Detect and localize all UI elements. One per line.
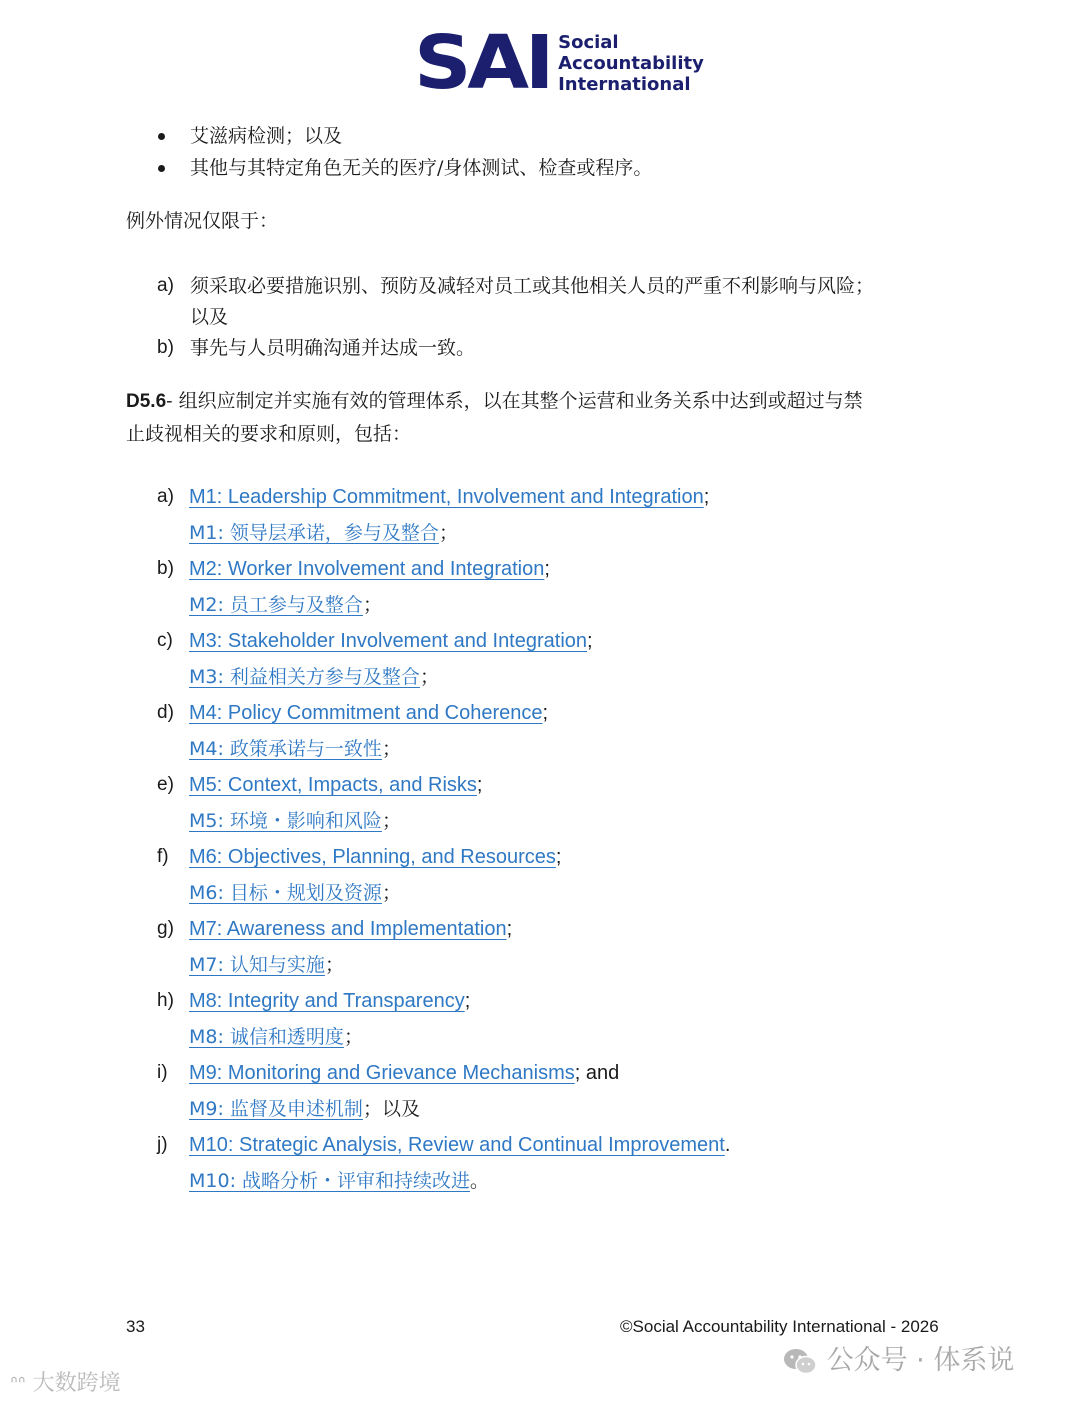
module-link-zh[interactable]: M6: 目标・规划及资源 bbox=[189, 882, 382, 904]
module-link-en[interactable]: M10: Strategic Analysis, Review and Continual Improvement bbox=[189, 1134, 725, 1156]
module-link-en[interactable]: M9: Monitoring and Grievance Mechanisms bbox=[189, 1062, 575, 1084]
exception-text: 事先与人员明确沟通并达成一致。 bbox=[190, 337, 476, 359]
item-suffix: ； bbox=[362, 594, 382, 616]
item-suffix: ; bbox=[703, 486, 710, 508]
module-link-en[interactable]: M2: Worker Involvement and Integration bbox=[189, 558, 545, 580]
watermark-text: 大数跨境 bbox=[32, 1371, 121, 1396]
item-en-line bbox=[189, 481, 709, 513]
list-marker: b) bbox=[157, 337, 174, 358]
item-suffix: ; bbox=[464, 990, 471, 1012]
item-suffix: ； bbox=[381, 810, 401, 832]
item-zh-line bbox=[189, 517, 458, 549]
item-zh-line bbox=[189, 805, 401, 837]
item-zh-line bbox=[189, 661, 439, 693]
module-link-zh[interactable]: M9: 监督及申述机制 bbox=[189, 1098, 363, 1120]
list-marker: b) bbox=[157, 558, 174, 579]
list-marker: h) bbox=[157, 990, 174, 1011]
item-suffix: ; bbox=[506, 918, 513, 940]
module-link-en[interactable]: M7: Awareness and Implementation bbox=[189, 918, 507, 940]
item-suffix: ；以及 bbox=[362, 1098, 420, 1120]
exception-text: 须采取必要措施识别、预防及减轻对员工或其他相关人员的严重不利影响与风险； bbox=[190, 275, 875, 297]
item-en-line bbox=[189, 769, 482, 801]
logo-line: Accountability bbox=[558, 52, 704, 74]
item-suffix: ； bbox=[438, 522, 458, 544]
clause-text: 止歧视相关的要求和原则，包括： bbox=[126, 423, 412, 445]
item-suffix: ； bbox=[381, 738, 401, 760]
bullet-text: 其他与其特定角色无关的医疗/身体测试、检查或程序。 bbox=[190, 157, 653, 179]
module-link-zh[interactable]: M5: 环境・影响和风险 bbox=[189, 810, 382, 832]
module-link-en[interactable]: M6: Objectives, Planning, and Resources bbox=[189, 846, 556, 868]
item-suffix: ; bbox=[542, 702, 549, 724]
item-en-line bbox=[189, 985, 470, 1017]
sai-logo bbox=[414, 20, 704, 106]
item-suffix: ； bbox=[343, 1026, 363, 1048]
item-suffix: ; bbox=[587, 630, 593, 652]
item-suffix: ; bbox=[544, 558, 550, 580]
module-link-zh[interactable]: M8: 诚信和透明度 bbox=[189, 1026, 344, 1048]
page-number: 33 bbox=[126, 1317, 145, 1336]
clause-text: - 组织应制定并实施有效的管理体系，以在其整个运营和业务关系中达到或超过与禁 bbox=[166, 390, 863, 412]
item-en-line bbox=[189, 1057, 619, 1089]
copyright: ©Social Accountability International - 2026 bbox=[620, 1317, 939, 1336]
item-zh-line bbox=[189, 949, 344, 981]
module-link-en[interactable]: M4: Policy Commitment and Coherence bbox=[189, 702, 543, 724]
exception-text: 以及 bbox=[190, 306, 229, 328]
list-marker: i) bbox=[157, 1062, 168, 1083]
item-zh-line bbox=[189, 589, 382, 621]
list-marker: c) bbox=[157, 630, 173, 651]
item-suffix: ; bbox=[476, 774, 483, 796]
item-zh-line bbox=[189, 877, 401, 909]
item-en-line bbox=[189, 697, 548, 729]
item-suffix: ; and bbox=[574, 1062, 620, 1084]
module-link-zh[interactable]: M3: 利益相关方参与及整合 bbox=[189, 666, 420, 688]
module-link-zh[interactable]: M4: 政策承诺与一致性 bbox=[189, 738, 382, 760]
item-zh-line bbox=[189, 1093, 420, 1125]
list-marker: f) bbox=[157, 846, 169, 867]
clause-paragraph bbox=[126, 385, 863, 418]
list-marker: j) bbox=[157, 1134, 168, 1155]
clause-label: D5.6 bbox=[126, 391, 167, 412]
item-suffix: ； bbox=[381, 882, 401, 904]
logo-line: Social bbox=[558, 31, 619, 53]
item-en-line bbox=[189, 553, 550, 585]
module-link-en[interactable]: M1: Leadership Commitment, Involvement and Integration bbox=[189, 486, 704, 508]
module-link-zh[interactable]: M7: 认知与实施 bbox=[189, 954, 325, 976]
watermark-left bbox=[10, 1366, 121, 1397]
list-marker: g) bbox=[157, 918, 174, 939]
item-suffix: ; bbox=[555, 846, 562, 868]
wechat-icon bbox=[782, 1347, 818, 1377]
logo-icon: ᐢᐢ bbox=[10, 1371, 26, 1395]
item-suffix: ； bbox=[324, 954, 344, 976]
module-link-en[interactable]: M5: Context, Impacts, and Risks bbox=[189, 774, 477, 796]
list-marker: a) bbox=[157, 275, 174, 296]
list-marker: e) bbox=[157, 774, 174, 795]
module-link-zh[interactable]: M2: 员工参与及整合 bbox=[189, 594, 363, 616]
item-zh-line bbox=[189, 1165, 489, 1197]
item-suffix: . bbox=[724, 1134, 731, 1156]
item-en-line bbox=[189, 625, 593, 657]
item-zh-line bbox=[189, 733, 401, 765]
item-suffix: ； bbox=[419, 666, 439, 688]
exceptions-intro: 例外情况仅限于： bbox=[126, 210, 279, 232]
bullet-text: 艾滋病检测；以及 bbox=[190, 125, 343, 147]
watermark-text: 公众号 · 体系说 bbox=[826, 1345, 1015, 1376]
bullet-icon bbox=[158, 165, 165, 172]
module-link-zh[interactable]: M10: 战略分析・评审和持续改进 bbox=[189, 1170, 471, 1192]
bullet-icon bbox=[158, 133, 165, 140]
item-suffix: 。 bbox=[470, 1170, 490, 1192]
logo-wordmark bbox=[558, 32, 704, 95]
module-link-zh[interactable]: M1: 领导层承诺，参与及整合 bbox=[189, 522, 439, 544]
logo-mark: SAI bbox=[414, 20, 551, 106]
item-zh-line bbox=[189, 1021, 363, 1053]
logo-line: International bbox=[558, 73, 691, 95]
list-marker: a) bbox=[157, 486, 174, 507]
module-link-en[interactable]: M8: Integrity and Transparency bbox=[189, 990, 465, 1012]
item-en-line bbox=[189, 913, 512, 945]
list-marker: d) bbox=[157, 702, 174, 723]
watermark-right bbox=[782, 1338, 1014, 1377]
item-en-line bbox=[189, 1129, 730, 1161]
module-link-en[interactable]: M3: Stakeholder Involvement and Integration bbox=[189, 630, 588, 652]
item-en-line bbox=[189, 841, 561, 873]
